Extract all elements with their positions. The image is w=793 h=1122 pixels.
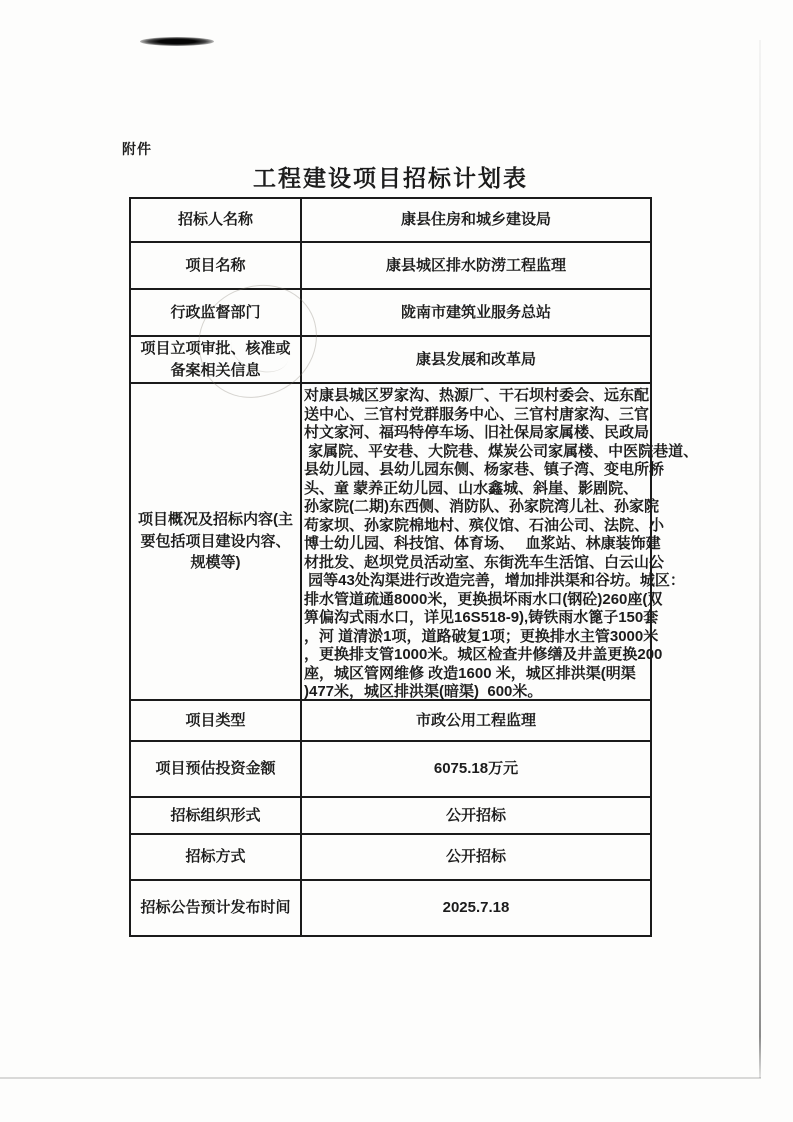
row-label: 项目预估投资金额 bbox=[131, 742, 302, 796]
row-label: 行政监督部门 bbox=[131, 290, 302, 335]
paragraph-line: 座，城区管网维修 改造1600 米，城区排洪渠(明渠 bbox=[304, 664, 636, 682]
scan-smudge-artifact bbox=[140, 37, 214, 46]
paragraph-line: 排水管道疏通8000米，更换损坏雨水口(钢砼)260座(双 bbox=[304, 590, 663, 608]
row-value: 6075.18万元 bbox=[433, 760, 519, 778]
row-label: 招标公告预计发布时间 bbox=[131, 881, 302, 935]
paragraph-line: 苟家坝、孙家院棉地村、殡仪馆、石油公司、法院、小 bbox=[304, 516, 665, 534]
paragraph-line: 头、童 蒙养正幼儿园、山水鑫城、斜崖、影剧院、 bbox=[304, 479, 639, 497]
row-value: 陇南市建筑业服务总站 bbox=[400, 303, 551, 321]
row-label: 招标组织形式 bbox=[131, 798, 302, 833]
row-value: 康县住房和城乡建设局 bbox=[400, 211, 551, 229]
row-label: 项目立项审批、核准或备案相关信息 bbox=[131, 337, 302, 382]
table-row bbox=[131, 881, 650, 935]
paragraph-line: ，河 道清淤1项，道路破复1项；更换排水主管3000米 bbox=[304, 627, 659, 645]
table-row bbox=[131, 243, 650, 290]
attachment-label: 附件 bbox=[122, 141, 152, 157]
paragraph-line: 对康县城区罗家沟、热源厂、干石坝村委会、远东配 bbox=[304, 387, 650, 404]
row-label: 项目概况及招标内容(主要包括项目建设内容、规模等) bbox=[131, 384, 302, 699]
table-row bbox=[131, 337, 650, 384]
table-row bbox=[131, 742, 650, 798]
paragraph-line: 材批发、赵坝党员活动室、东街洗车生活馆、白云山公 bbox=[304, 553, 665, 571]
scan-edge-bottom bbox=[0, 1077, 761, 1079]
row-value bbox=[302, 384, 699, 699]
row-value: 市政公用工程监理 bbox=[415, 711, 536, 729]
row-value: 康县城区排水防涝工程监理 bbox=[385, 256, 566, 274]
table-row bbox=[131, 384, 699, 701]
paragraph-line: )477米，城区排洪渠(暗渠) 600米。 bbox=[304, 683, 543, 700]
row-label: 项目名称 bbox=[131, 243, 302, 288]
paragraph-line: 博士幼儿园、科技馆、体育场、 血浆站、林康装饰建 bbox=[304, 535, 661, 552]
table-row bbox=[131, 199, 650, 243]
paragraph-line: 送中心、三官村党群服务中心、三官村唐家沟、三官 bbox=[304, 405, 650, 423]
paragraph-line: 园等43处沟渠进行改造完善，增加排洪渠和谷坊。城区： bbox=[304, 572, 685, 589]
row-value: 公开招标 bbox=[445, 806, 506, 824]
bidding-plan-table bbox=[129, 197, 699, 937]
row-label: 招标方式 bbox=[131, 835, 302, 879]
table-row bbox=[131, 701, 650, 742]
paragraph-line: 孙家院(二期)东西侧、消防队、孙家院湾儿社、孙家院 bbox=[304, 498, 659, 515]
row-value: 康县发展和改革局 bbox=[415, 350, 536, 368]
scan-edge-right bbox=[759, 40, 761, 1078]
row-label: 项目类型 bbox=[131, 701, 302, 740]
row-value: 公开招标 bbox=[445, 848, 506, 866]
paragraph-line: 家属院、平安巷、大院巷、煤炭公司家属楼、中医院巷道、 bbox=[304, 442, 699, 460]
paragraph-line: 县幼儿园、县幼儿园东侧、杨家巷、镇子湾、变电所桥 bbox=[304, 461, 665, 478]
table-row bbox=[131, 798, 650, 835]
page-title: 工程建设项目招标计划表 bbox=[253, 165, 528, 191]
table-row bbox=[131, 835, 650, 881]
paragraph-line: 村文家河、福玛特停车场、旧社保局家属楼、民政局 bbox=[304, 424, 650, 441]
row-value: 2025.7.18 bbox=[442, 899, 510, 917]
table-row bbox=[131, 290, 650, 337]
paragraph-line: ，更换排支管1000米。城区检查井修缮及井盖更换200 bbox=[304, 646, 663, 663]
row-label: 招标人名称 bbox=[131, 199, 302, 241]
paragraph-line: 箅偏沟式雨水口，详见16S518-9),铸铁雨水篦子150套 bbox=[304, 609, 659, 626]
